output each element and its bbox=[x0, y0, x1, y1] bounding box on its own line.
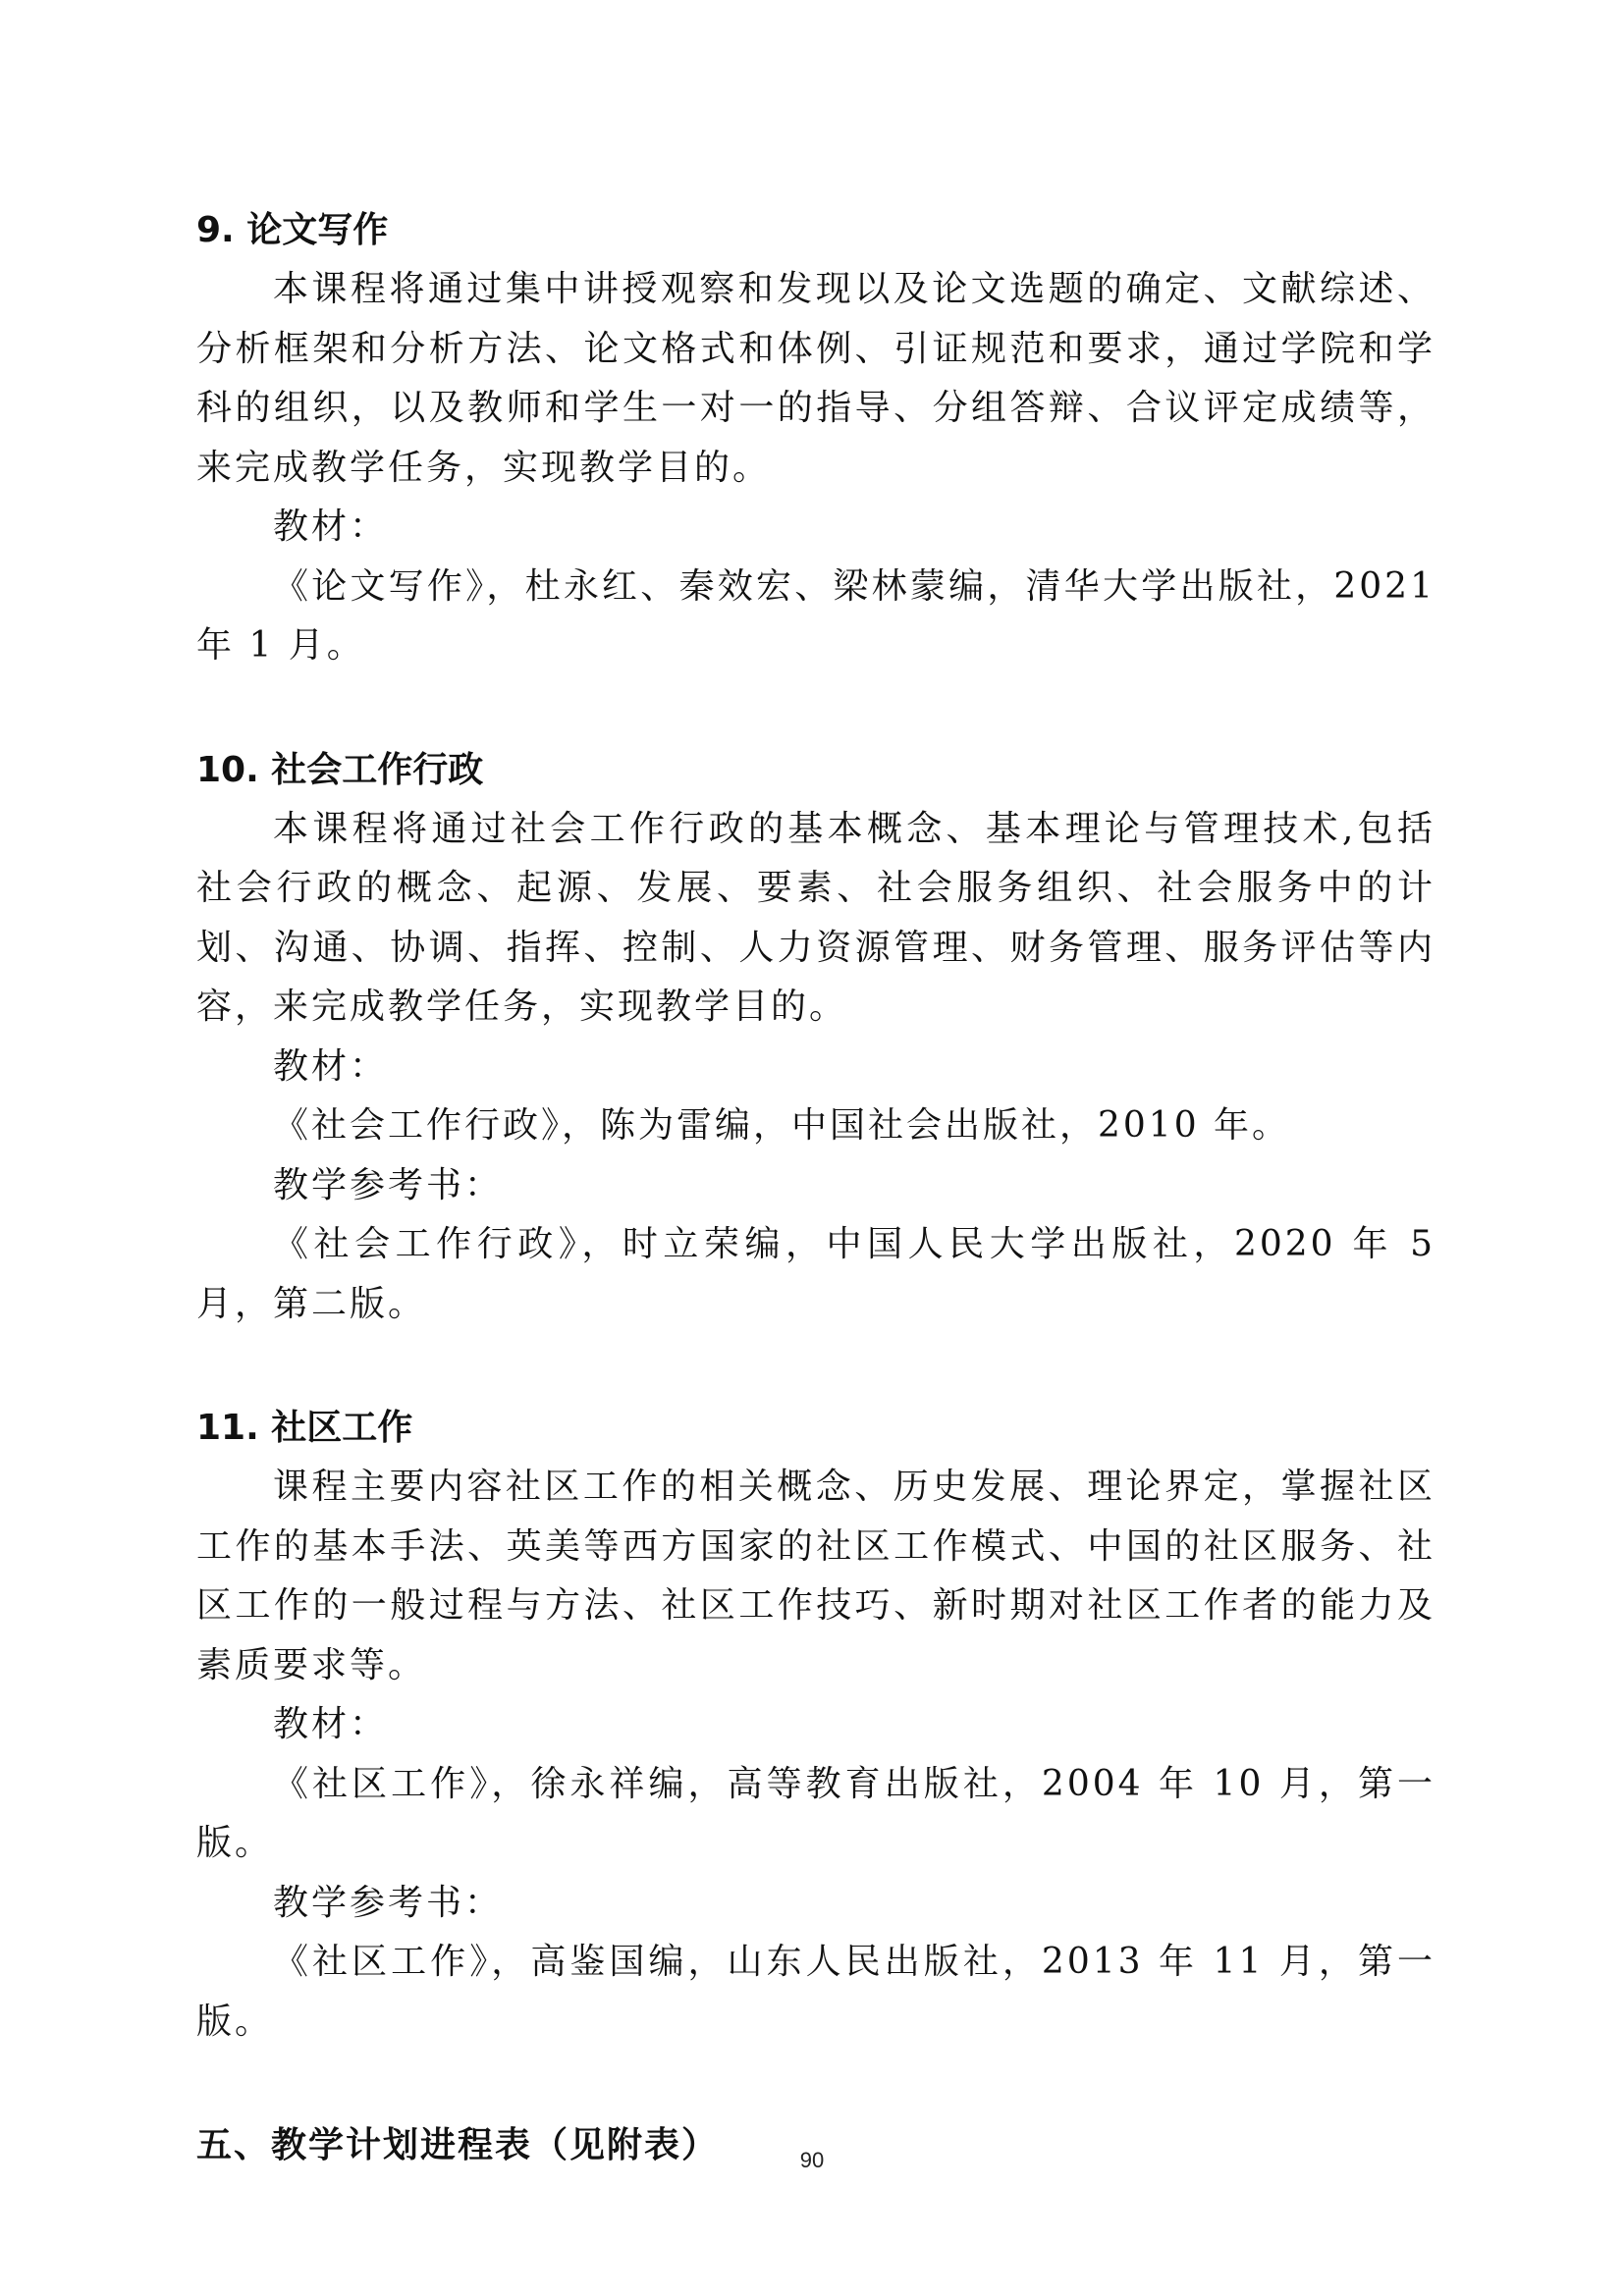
section-spacer bbox=[196, 676, 1435, 741]
textbook-label: 教材： bbox=[273, 1704, 389, 1744]
course-section-11 bbox=[196, 1399, 1435, 2052]
course-heading: 9. 论文写作 bbox=[196, 210, 389, 250]
course-description: 本课程将通过社会工作行政的基本概念、基本理论与管理技术,包括社会行政的概念、起源、发展、要素、社会服务组织、社会服务中的计划、沟通、协调、指挥、控制、人力资源管理、财务管理、服务评估等内容，来完成教学任务，实现教学目的。 bbox=[196, 808, 1435, 1027]
course-section-9 bbox=[196, 201, 1435, 676]
textbook-label: 教材： bbox=[273, 1045, 389, 1087]
page-content bbox=[196, 201, 1435, 2175]
course-heading: 10. 社会工作行政 bbox=[196, 749, 484, 790]
course-heading: 11. 社区工作 bbox=[196, 1408, 413, 1448]
textbook-label: 教材： bbox=[273, 507, 389, 547]
reference-book-entry: 《社区工作》，高鉴国编，山东人民出版社，2013 年 11 月，第一版。 bbox=[196, 1942, 1435, 2042]
textbook-entry: 《社区工作》，徐永祥编，高等教育出版社，2004 年 10 月，第一版。 bbox=[196, 1763, 1435, 1863]
reference-book-label: 教学参考书： bbox=[273, 1882, 504, 1923]
reference-book-label: 教学参考书： bbox=[273, 1164, 504, 1205]
section-spacer bbox=[196, 2052, 1435, 2116]
course-section-10 bbox=[196, 741, 1435, 1335]
course-description: 课程主要内容社区工作的相关概念、历史发展、理论界定，掌握社区工作的基本手法、英美等西方国家的社区工作模式、中国的社区服务、社区工作的一般过程与方法、社区工作技巧、新时期对社区工作者的能力及素质要求等。 bbox=[196, 1467, 1435, 1685]
textbook-entry: 《社会工作行政》，陈为雷编，中国社会出版社，2010 年。 bbox=[273, 1105, 1291, 1146]
textbook-entry: 《论文写作》，杜永红、秦效宏、梁林蒙编，清华大学出版社，2021 年 1 月。 bbox=[196, 565, 1435, 666]
course-description: 本课程将通过集中讲授观察和发现以及论文选题的确定、文献综述、分析框架和分析方法、论文格式和体例、引证规范和要求，通过学院和学科的组织，以及教师和学生一对一的指导、分组答辩、合议评定成绩等，来完成教学任务，实现教学目的。 bbox=[196, 269, 1435, 488]
reference-book-entry: 《社会工作行政》，时立荣编，中国人民大学出版社，2020 年 5 月，第二版。 bbox=[196, 1224, 1435, 1324]
page-number: 90 bbox=[799, 2148, 825, 2172]
section-spacer bbox=[196, 1334, 1435, 1399]
chapter-heading: 五、教学计划进程表（见附表） bbox=[196, 2125, 720, 2165]
